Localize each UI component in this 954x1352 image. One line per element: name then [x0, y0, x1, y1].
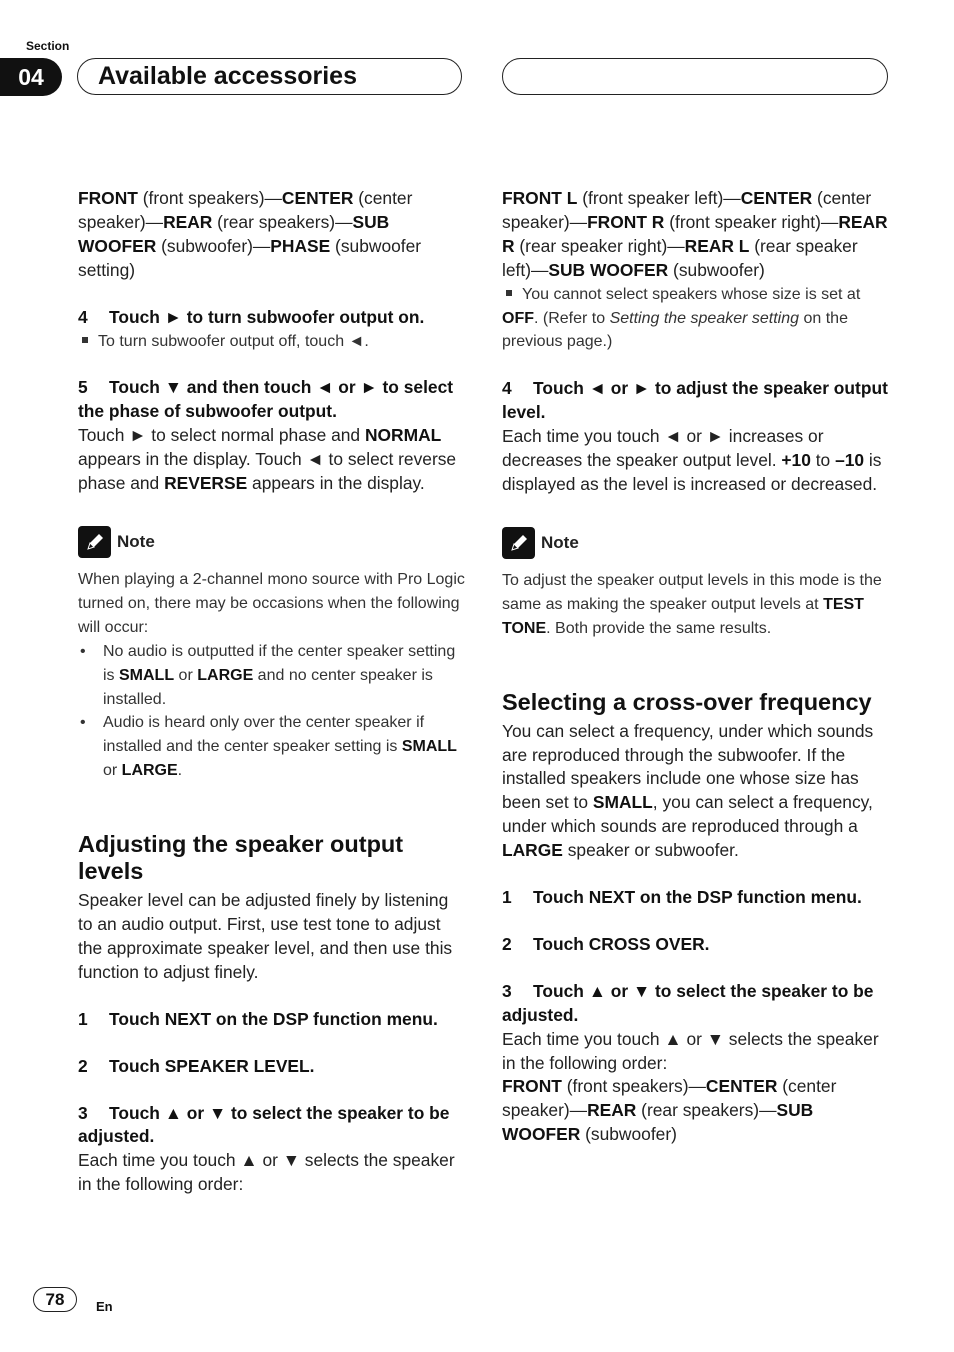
step-3-heading: [78, 1102, 466, 1150]
speaker-order-text: [78, 187, 466, 283]
bold-term: CENTER: [740, 188, 813, 208]
step-text: Touch ▼ and then touch ◄ or ► to select the phase of subwoofer output.: [78, 377, 454, 422]
step-number: 1: [502, 887, 512, 908]
pencil-note-icon: [78, 526, 111, 558]
step-number: 5: [78, 377, 88, 398]
step-text: Touch NEXT on the DSP function menu.: [533, 887, 862, 908]
note-label: Note: [541, 532, 579, 552]
section-intro: Speaker level can be adjusted finely by listening to an audio output. First, use test tone to adjust the approximate speaker level, and then use this function to adjust finely.: [78, 890, 453, 982]
text-run: . (Refer to: [534, 309, 610, 327]
step-text: Touch ► to turn subwoofer output on.: [109, 306, 425, 327]
square-bullet-icon: [506, 290, 512, 296]
step-4-tip: [78, 330, 466, 354]
step-3-body: Each time you touch ▲ or ▼ selects the speaker in the following order:: [502, 1028, 879, 1073]
note-intro: When playing a 2-channel mono source with Pro Logic turned on, there may be occasions when the following will occur:: [78, 570, 465, 636]
bold-term: PHASE: [270, 235, 331, 256]
step-text: Touch ▲ or ▼ to select the speaker to be adjusted.: [502, 980, 874, 1025]
bold-term: LARGE: [502, 840, 563, 861]
speaker-order-text: [502, 187, 890, 283]
pencil-note-icon: [502, 527, 535, 559]
step-text: Touch SPEAKER LEVEL.: [109, 1055, 315, 1076]
bold-term: SMALL: [119, 666, 175, 684]
text-run: Audio is heard only over the center speaker if installed and the center speaker setting is: [103, 714, 425, 756]
bold-term: REAR: [587, 1100, 637, 1121]
step-1-heading: [502, 886, 890, 910]
text-run: . Both provide the same results.: [546, 619, 772, 637]
section-heading-cross-over: Selecting a cross-over frequency: [502, 688, 872, 715]
bold-term: FRONT R: [587, 211, 665, 232]
text-run: (front speakers)—: [561, 1076, 706, 1097]
note-bullet: [78, 640, 466, 712]
final-order-text: [502, 1075, 890, 1147]
tip-text: [502, 286, 860, 351]
page-title: Available accessories: [77, 58, 462, 95]
bold-term: SUB WOOFER: [548, 259, 669, 280]
step-4-heading: [502, 377, 890, 425]
text-run: on the previous page.): [502, 309, 848, 351]
bold-term: SUB WOOFER: [78, 211, 390, 256]
text-run: (center speaker)—: [502, 188, 872, 232]
bold-term: FRONT: [502, 1076, 562, 1097]
text-run: To adjust the speaker output levels in this mode is the same as making the speaker output levels at: [502, 571, 882, 613]
note-label: Note: [117, 532, 155, 552]
bold-term: SUB WOOFER: [502, 1100, 814, 1145]
text-run: (front speakers)—: [137, 188, 282, 208]
step-2-heading: [502, 933, 890, 957]
text-run: (subwoofer)—: [156, 235, 271, 256]
step-number: 3: [502, 980, 512, 1001]
bold-term: TEST TONE: [502, 595, 864, 637]
text-run: appears in the display. Touch ◄ to select reverse phase and: [78, 449, 457, 494]
section-label: Section: [26, 39, 70, 53]
step-number: 4: [78, 306, 88, 327]
right-column: [502, 187, 890, 1147]
step-4-body: [502, 425, 890, 497]
bold-term: CENTER: [705, 1076, 778, 1097]
section-intro: [502, 720, 890, 863]
text-run: or: [174, 666, 198, 684]
step-1-heading: [78, 1008, 466, 1032]
text-run: (front speaker right)—: [664, 211, 839, 232]
note-heading: [78, 526, 466, 558]
text-run: (center speaker)—: [502, 1076, 837, 1121]
step-3-body: Each time you touch ▲ or ▼ selects the speaker in the following order:: [78, 1150, 455, 1195]
bold-term: REAR L: [684, 235, 750, 256]
step-text: Touch ◄ or ► to adjust the speaker output level.: [502, 378, 888, 423]
bold-term: –10: [835, 450, 865, 471]
bold-term: +10: [781, 450, 811, 471]
bold-term: SMALL: [401, 738, 457, 756]
text-run: (center speaker)—: [78, 188, 413, 232]
bold-term: FRONT L: [502, 188, 578, 208]
section-number-tab: 04: [0, 58, 62, 96]
text-run: (rear speakers)—: [212, 211, 353, 232]
speaker-tip: [502, 283, 890, 355]
bold-term: LARGE: [121, 762, 178, 780]
bold-term: REAR R: [502, 211, 888, 256]
step-2-heading: [78, 1055, 466, 1079]
text-run: to: [810, 450, 836, 471]
text-run: You cannot select speakers whose size is set at: [522, 285, 861, 303]
text-run: and no center speaker is installed.: [103, 666, 433, 708]
language-label: En: [96, 1299, 113, 1314]
step-number: 4: [502, 378, 512, 399]
step-number: 1: [78, 1008, 88, 1029]
text-run: You can select a frequency, under which sounds are reproduced through the subwoofer. If the installed speakers include one whose size has been set to: [502, 720, 874, 813]
left-column: [78, 187, 466, 1197]
text-run: (front speaker left)—: [577, 188, 741, 208]
bold-term: SMALL: [592, 792, 653, 813]
text-run: Touch ► to select normal phase and: [78, 425, 365, 446]
step-5-body: [78, 424, 466, 496]
text-run: (rear speaker right)—: [514, 235, 685, 256]
step-3-heading: [502, 980, 890, 1028]
text-run: Each time you touch ◄ or ► increases or decreases the speaker output level.: [502, 426, 824, 471]
note-heading: [502, 527, 890, 559]
bold-term: FRONT: [78, 188, 138, 208]
italic-ref: Setting the speaker setting: [609, 309, 800, 327]
text-run: (subwoofer): [580, 1124, 677, 1145]
note-bullet: [78, 711, 466, 783]
note-body: [502, 569, 890, 641]
bold-term: OFF: [502, 309, 534, 327]
text-run: speaker or subwoofer.: [562, 840, 739, 861]
text-run: or: [103, 762, 122, 780]
text-run: appears in the display.: [247, 473, 425, 494]
text-run: , you can select a frequency, under which sounds are reproduced through a: [502, 792, 873, 837]
step-5-heading: [78, 376, 466, 424]
step-number: 2: [78, 1055, 88, 1076]
section-heading-speaker-levels: Adjusting the speaker output levels: [78, 831, 404, 885]
text-run: (subwoofer): [668, 259, 765, 280]
tip-text: To turn subwoofer output off, touch ◄.: [98, 332, 369, 350]
step-text: Touch NEXT on the DSP function menu.: [109, 1008, 438, 1029]
page-number: 78: [33, 1287, 77, 1312]
bold-term: CENTER: [281, 188, 354, 208]
text-run: (subwoofer setting): [78, 235, 422, 280]
step-text: Touch CROSS OVER.: [533, 933, 710, 954]
step-number: 3: [78, 1102, 88, 1123]
bold-term: NORMAL: [364, 425, 442, 446]
square-bullet-icon: [82, 337, 88, 343]
text-run: .: [177, 762, 183, 780]
text-run: is displayed as the level is increased or decreased.: [502, 450, 882, 494]
header-empty-box: [502, 58, 888, 95]
bold-term: LARGE: [197, 666, 254, 684]
bold-term: REVERSE: [164, 473, 248, 494]
step-number: 2: [502, 933, 512, 954]
text-run: No audio is outputted if the center speaker setting is: [103, 642, 456, 684]
bold-term: REAR: [163, 211, 213, 232]
text-run: (rear speakers)—: [636, 1100, 777, 1121]
step-4-heading: [78, 306, 466, 330]
step-text: Touch ▲ or ▼ to select the speaker to be adjusted.: [78, 1102, 450, 1147]
text-run: (rear speaker left)—: [502, 235, 858, 280]
note-body: [78, 568, 466, 783]
